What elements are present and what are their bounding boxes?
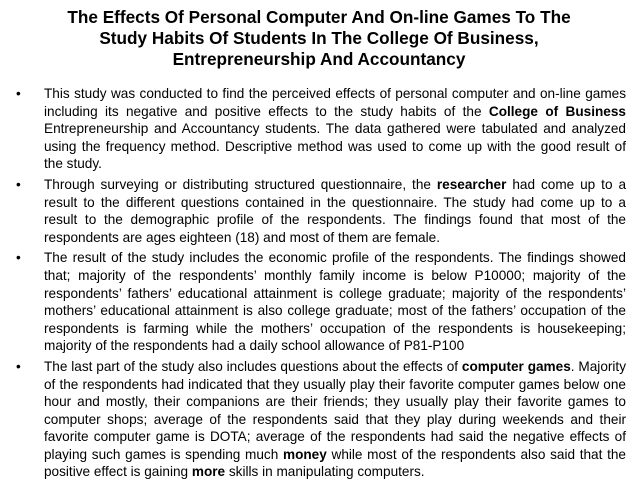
bullet-icon: • [16, 176, 21, 192]
bullet-emphasis: computer games [461, 358, 571, 374]
bullet-icon: • [16, 86, 21, 101]
bullet-text: The last part of the study also includes questions about the effects of [44, 358, 462, 374]
bullet-emphasis: more [191, 464, 226, 479]
slide-title-line-2: Study Habits Of Students In The College Of Business, [99, 28, 539, 48]
bullet-list [0, 85, 638, 479]
slide-title [20, 7, 618, 70]
bullet-emphasis: researcher [436, 176, 507, 192]
bullet-item-computer-games [0, 358, 638, 479]
bullet-icon: • [16, 358, 21, 374]
bullet-text: Through surveying or distributing structured questionnaire, the [44, 176, 437, 192]
bullet-item-economic-profile [0, 249, 638, 355]
bullet-text: while most of the respondents also said that the positive effect is gaining [44, 446, 626, 479]
bullet-icon: • [16, 250, 21, 266]
bullet-text: skills in manipulating computers. [225, 464, 425, 479]
bullet-emphasis: money [282, 446, 327, 462]
bullet-text: Entrepreneurship and Accountancy students. The data gathered were tabulated and analyzed using the frequency method. Descriptive method was used to come up with the good result of the study. [44, 121, 626, 172]
slide-title-line-3: Entrepreneurship And Accountancy [172, 49, 466, 69]
bullet-item-demographics [0, 176, 638, 246]
bullet-emphasis: College of Business [488, 103, 626, 119]
bullet-text: had come up to a result to the different questions contained in the questionnaire. The study had come up to a result to the demographic profile of the respondents. The findings found that most of the respondents are ages eighteen (18) and most of them are female. [44, 176, 627, 245]
bullet-text: . Majority of the respondents had indicated that they usually play their favorite computer games below one hour and mostly, their companions are their friends; they usually play their favorite games to computer shops; average of the respondents said that they play during weekends and their favorite computer game is DOTA; average of the respondents had said the negative effects of playing such games is spending much [44, 358, 626, 462]
bullet-text: This study was conducted to find the perceived effects of personal computer and on-line games including its negative and positive effects to the study habits of the [44, 86, 626, 119]
bullet-item-study-overview [0, 85, 638, 173]
slide-title-line-1: The Effects Of Personal Computer And On-line Games To The [67, 7, 571, 27]
bullet-text: The result of the study includes the economic profile of the respondents. The findings showed that; majority of the respondents’ monthly family income is below P10000; majority of the respondents’ fathers’ educational attainment is college graduate; majority of the respondents’ mothers’ educational attainment is also college graduate; most of the fathers’ occupation of the respondents is farming while the mothers’ occupation of the respondents is housekeeping; majority of the respondents had a daily school allowance of P81-P100 [44, 250, 626, 354]
